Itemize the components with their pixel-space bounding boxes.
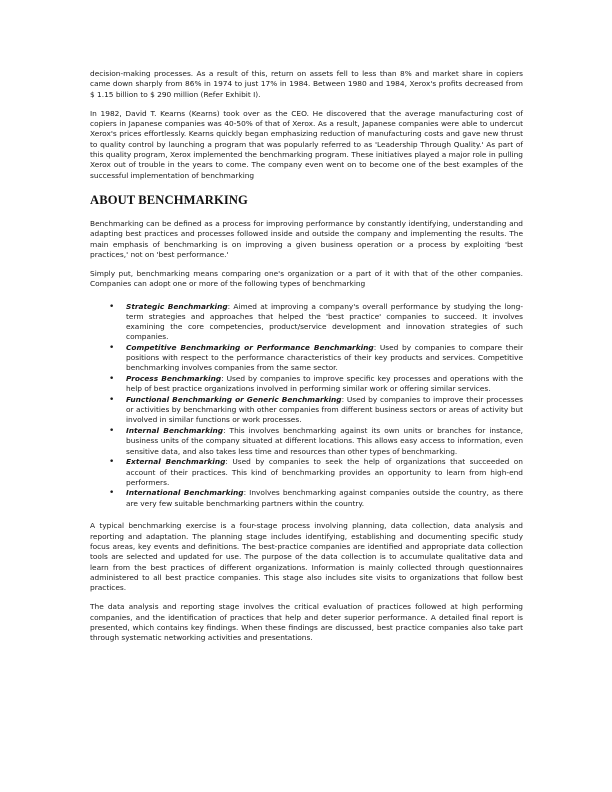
paragraph-xerox-decline: decision-making processes. As a result of this, return on assets fell to less than 8% and market share in copiers came down sharply from 86% in 1974 to just 17% in 1984. Between 1980 and 1984, Xerox's profits decreased from $ 1.15 billion to $ 290 million (Refer Exhibit I).: [90, 69, 523, 99]
list-item-text: : Aimed at improving a company's overall performance by studying the long-term strategies and approaches that helped the 'best practice' companies to succeed. It involves examining the core competencies, product/service development and innovation strategies of such companies.: [126, 301, 524, 342]
list-item-text: : Used by companies to improve specific key processes and operations with the help of best practice organizations involved in performing similar work or offering similar services.: [126, 374, 523, 394]
list-item-term: Internal Benchmarking: [126, 426, 224, 436]
bullet-icon: •: [109, 301, 115, 312]
bullet-icon: •: [109, 374, 115, 385]
section-heading-about-benchmarking: ABOUT BENCHMARKING: [90, 192, 248, 207]
list-item-term: Competitive Benchmarking or Performance Benchmarking: [126, 343, 374, 353]
list-item-term: International Benchmarking: [126, 488, 244, 498]
bullet-icon: •: [109, 488, 115, 499]
paragraph-benchmarking-simply-put: Simply put, benchmarking means comparing one's organization or a part of it with that of the other companies. Companies can adopt one or more of the following types of benchmarking: [90, 269, 523, 289]
list-item-text: : Used by companies to compare their positions with respect to the performance characteristics of their key products and services. Competitive benchmarking involves companies from the same sector.: [126, 343, 524, 373]
list-item-internal-benchmarking: [109, 426, 523, 457]
list-item-text: : Used by companies to improve their processes or activities by benchmarking with other companies from different business sectors or areas of activity but involved in similar functions or work processes.: [126, 395, 523, 425]
list-item-external-benchmarking: [109, 457, 523, 488]
list-item-competitive-benchmarking: [109, 343, 524, 374]
paragraph-kearns-ceo: In 1982, David T. Kearns (Kearns) took over as the CEO. He discovered that the average manufacturing cost of copiers in Japanese companies was 40-50% of that of Xerox. As a result, Japanese companies were able to undercut Xerox's prices effortlessly. Kearns quickly began emphasizing reduction of manufacturing costs and gave new thrust to quality control by launching a program that was popularly referred to as 'Leadership Through Quality.' As part of this quality program, Xerox implemented the benchmarking program. These initiatives played a major role in pulling Xerox out of trouble in the years to come. The company even went on to become one of the best examples of the successful implementation of benchmarking: [90, 108, 523, 180]
page-content: [90, 69, 523, 644]
bullet-icon: •: [109, 426, 115, 437]
list-item-term: Functional Benchmarking or Generic Benchmarking: [126, 395, 342, 405]
paragraph-data-analysis-stage: The data analysis and reporting stage involves the critical evaluation of practices followed at high performing companies, and the identification of practices that help and deter superior performance. A detailed final report is presented, which contains key findings. When these findings are discussed, best practice companies also take part through systematic networking activities and presentations.: [90, 602, 523, 643]
list-item-text: : Used by companies to seek the help of organizations that succeeded on account of their practices. This kind of benchmarking provides an opportunity to learn from high-end performers.: [126, 457, 523, 487]
bullet-icon: •: [109, 457, 115, 468]
list-item-text: : This involves benchmarking against its own units or branches for instance, business units of the company situated at different locations. This allows easy access to information, even sensitive data, and also takes less time and resources than other types of benchmarking.: [126, 426, 523, 456]
list-item-term: Strategic Benchmarking: [126, 301, 228, 311]
list-item-process-benchmarking: [109, 374, 523, 394]
bullet-icon: •: [109, 343, 115, 354]
list-item-term: External Benchmarking: [126, 457, 226, 467]
bullet-icon: •: [109, 395, 115, 406]
list-item-functional-benchmarking: [109, 395, 523, 426]
paragraph-benchmarking-definition: Benchmarking can be defined as a process for improving performance by constantly identifying, understanding and adapting best practices and processes followed inside and outside the company and implementing the results. The main emphasis of benchmarking is on improving a given business operation or a process by exploiting 'best practices,' not on 'best performance.': [90, 218, 523, 259]
list-item-term: Process Benchmarking: [126, 374, 222, 384]
list-item-strategic-benchmarking: [109, 301, 524, 343]
benchmarking-types-list: [90, 302, 523, 509]
list-item-text: : Involves benchmarking against companies outside the country, as there are very few suitable benchmarking partners within the country.: [126, 488, 523, 508]
paragraph-four-stage-process: A typical benchmarking exercise is a four-stage process involving planning, data collection, data analysis and reporting and adaptation. The planning stage includes identifying, establishing and documenting specific study focus areas, key events and definitions. The best-practice companies are identified and appropriate data collection tools are selected and updated for use. The purpose of the data collection is to accumulate qualitative data and learn from the best practices of different organizations. Information is mainly collected through questionnaires administered to all best practice companies. This stage also includes site visits to organizations that follow best practices.: [90, 521, 523, 593]
list-item-international-benchmarking: [109, 488, 523, 508]
